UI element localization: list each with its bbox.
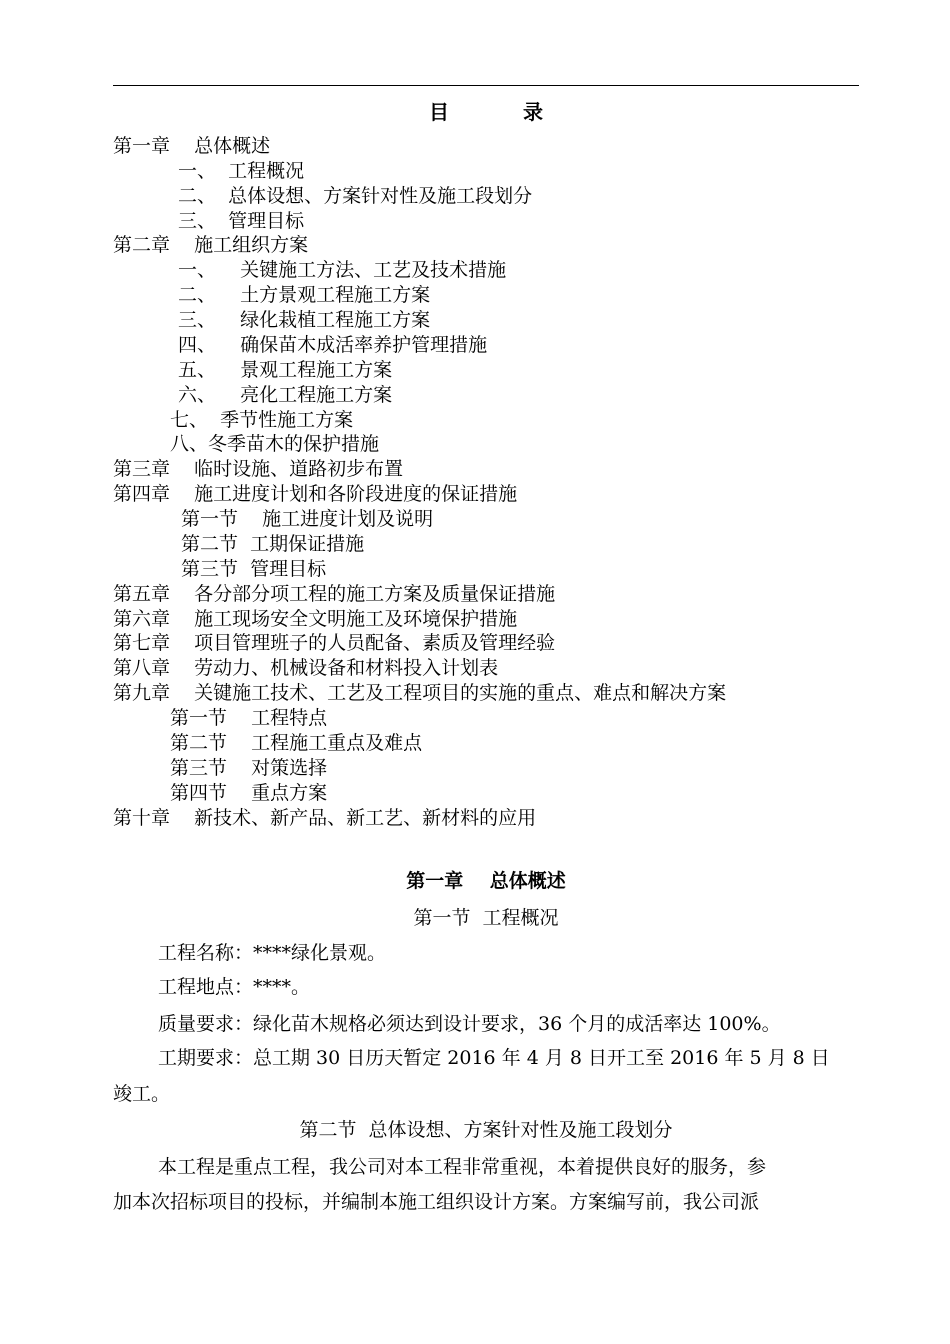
toc-item[interactable]: 三、 绿化栽植工程施工方案: [178, 309, 431, 331]
toc-item[interactable]: 第二节 工期保证措施: [181, 533, 365, 555]
toc-chapter-8[interactable]: 第八章 劳动力、机械设备和材料投入计划表: [113, 657, 499, 679]
toc-item[interactable]: 第三节 管理目标: [181, 558, 327, 580]
toc-chapter-7[interactable]: 第七章 项目管理班子的人员配备、素质及管理经验: [113, 632, 556, 654]
toc-chapter-4[interactable]: 第四章 施工进度计划和各阶段进度的保证措施: [113, 483, 518, 505]
toc-chapter-10[interactable]: 第十章 新技术、新产品、新工艺、新材料的应用: [113, 807, 537, 829]
toc-item[interactable]: 第一节 工程特点: [170, 707, 328, 729]
toc-item[interactable]: 一、 关键施工方法、工艺及技术措施: [178, 259, 507, 281]
toc-title: [113, 96, 859, 125]
body-paragraph: 本工程是重点工程，我公司对本工程非常重视，本着提供良好的服务，参: [158, 1156, 767, 1178]
toc-chapter-1[interactable]: 第一章 总体概述: [113, 135, 271, 157]
toc-item[interactable]: 三、 管理目标: [178, 210, 305, 232]
section-heading: 第二节 总体设想、方案针对性及施工段划分: [299, 1119, 673, 1141]
toc-item[interactable]: 五、 景观工程施工方案: [178, 359, 393, 381]
toc-item[interactable]: 八、冬季苗木的保护措施: [170, 433, 380, 455]
toc-chapter-9[interactable]: 第九章 关键施工技术、工艺及工程项目的实施的重点、难点和解决方案: [113, 682, 727, 704]
toc-item[interactable]: 第一节 施工进度计划及说明: [181, 508, 434, 530]
toc-item[interactable]: 七、 季节性施工方案: [170, 409, 354, 431]
header-rule: [113, 85, 859, 86]
toc-item[interactable]: 第二节 工程施工重点及难点: [170, 732, 423, 754]
toc-item[interactable]: 四、 确保苗木成活率养护管理措施: [178, 334, 488, 356]
toc-item[interactable]: 二、 土方景观工程施工方案: [178, 284, 431, 306]
body-paragraph-cont: 加本次招标项目的投标，并编制本施工组织设计方案。方案编写前，我公司派: [113, 1191, 760, 1213]
toc-item[interactable]: 第四节 重点方案: [170, 782, 328, 804]
toc-chapter-5[interactable]: 第五章 各分部分项工程的施工方案及质量保证措施: [113, 583, 556, 605]
section-heading: 第一节 工程概况: [413, 907, 559, 929]
toc-item[interactable]: 一、 工程概况: [178, 160, 305, 182]
toc-title-right: 录: [523, 100, 543, 124]
toc-item[interactable]: 第三节 对策选择: [170, 757, 328, 779]
project-name: 工程名称：****绿化景观。: [158, 942, 387, 964]
schedule-requirement: 工期要求：总工期 30 日历天暂定 2016 年 4 月 8 日开工至 2016 年 5 月 8 日: [158, 1047, 830, 1069]
chapter-heading: 第一章 总体概述: [406, 870, 566, 892]
toc-chapter-3[interactable]: 第三章 临时设施、道路初步布置: [113, 458, 404, 480]
toc-item[interactable]: 六、 亮化工程施工方案: [178, 384, 393, 406]
quality-requirement: 质量要求：绿化苗木规格必须达到设计要求，36 个月的成活率达 100%。: [158, 1013, 781, 1035]
toc-chapter-2[interactable]: 第二章 施工组织方案: [113, 234, 309, 256]
toc-item[interactable]: 二、 总体设想、方案针对性及施工段划分: [178, 185, 533, 207]
project-location: 工程地点：****。: [158, 976, 311, 998]
toc-chapter-6[interactable]: 第六章 施工现场安全文明施工及环境保护措施: [113, 608, 518, 630]
schedule-requirement-cont: 竣工。: [113, 1083, 171, 1105]
toc-title-left: 目: [429, 100, 449, 124]
